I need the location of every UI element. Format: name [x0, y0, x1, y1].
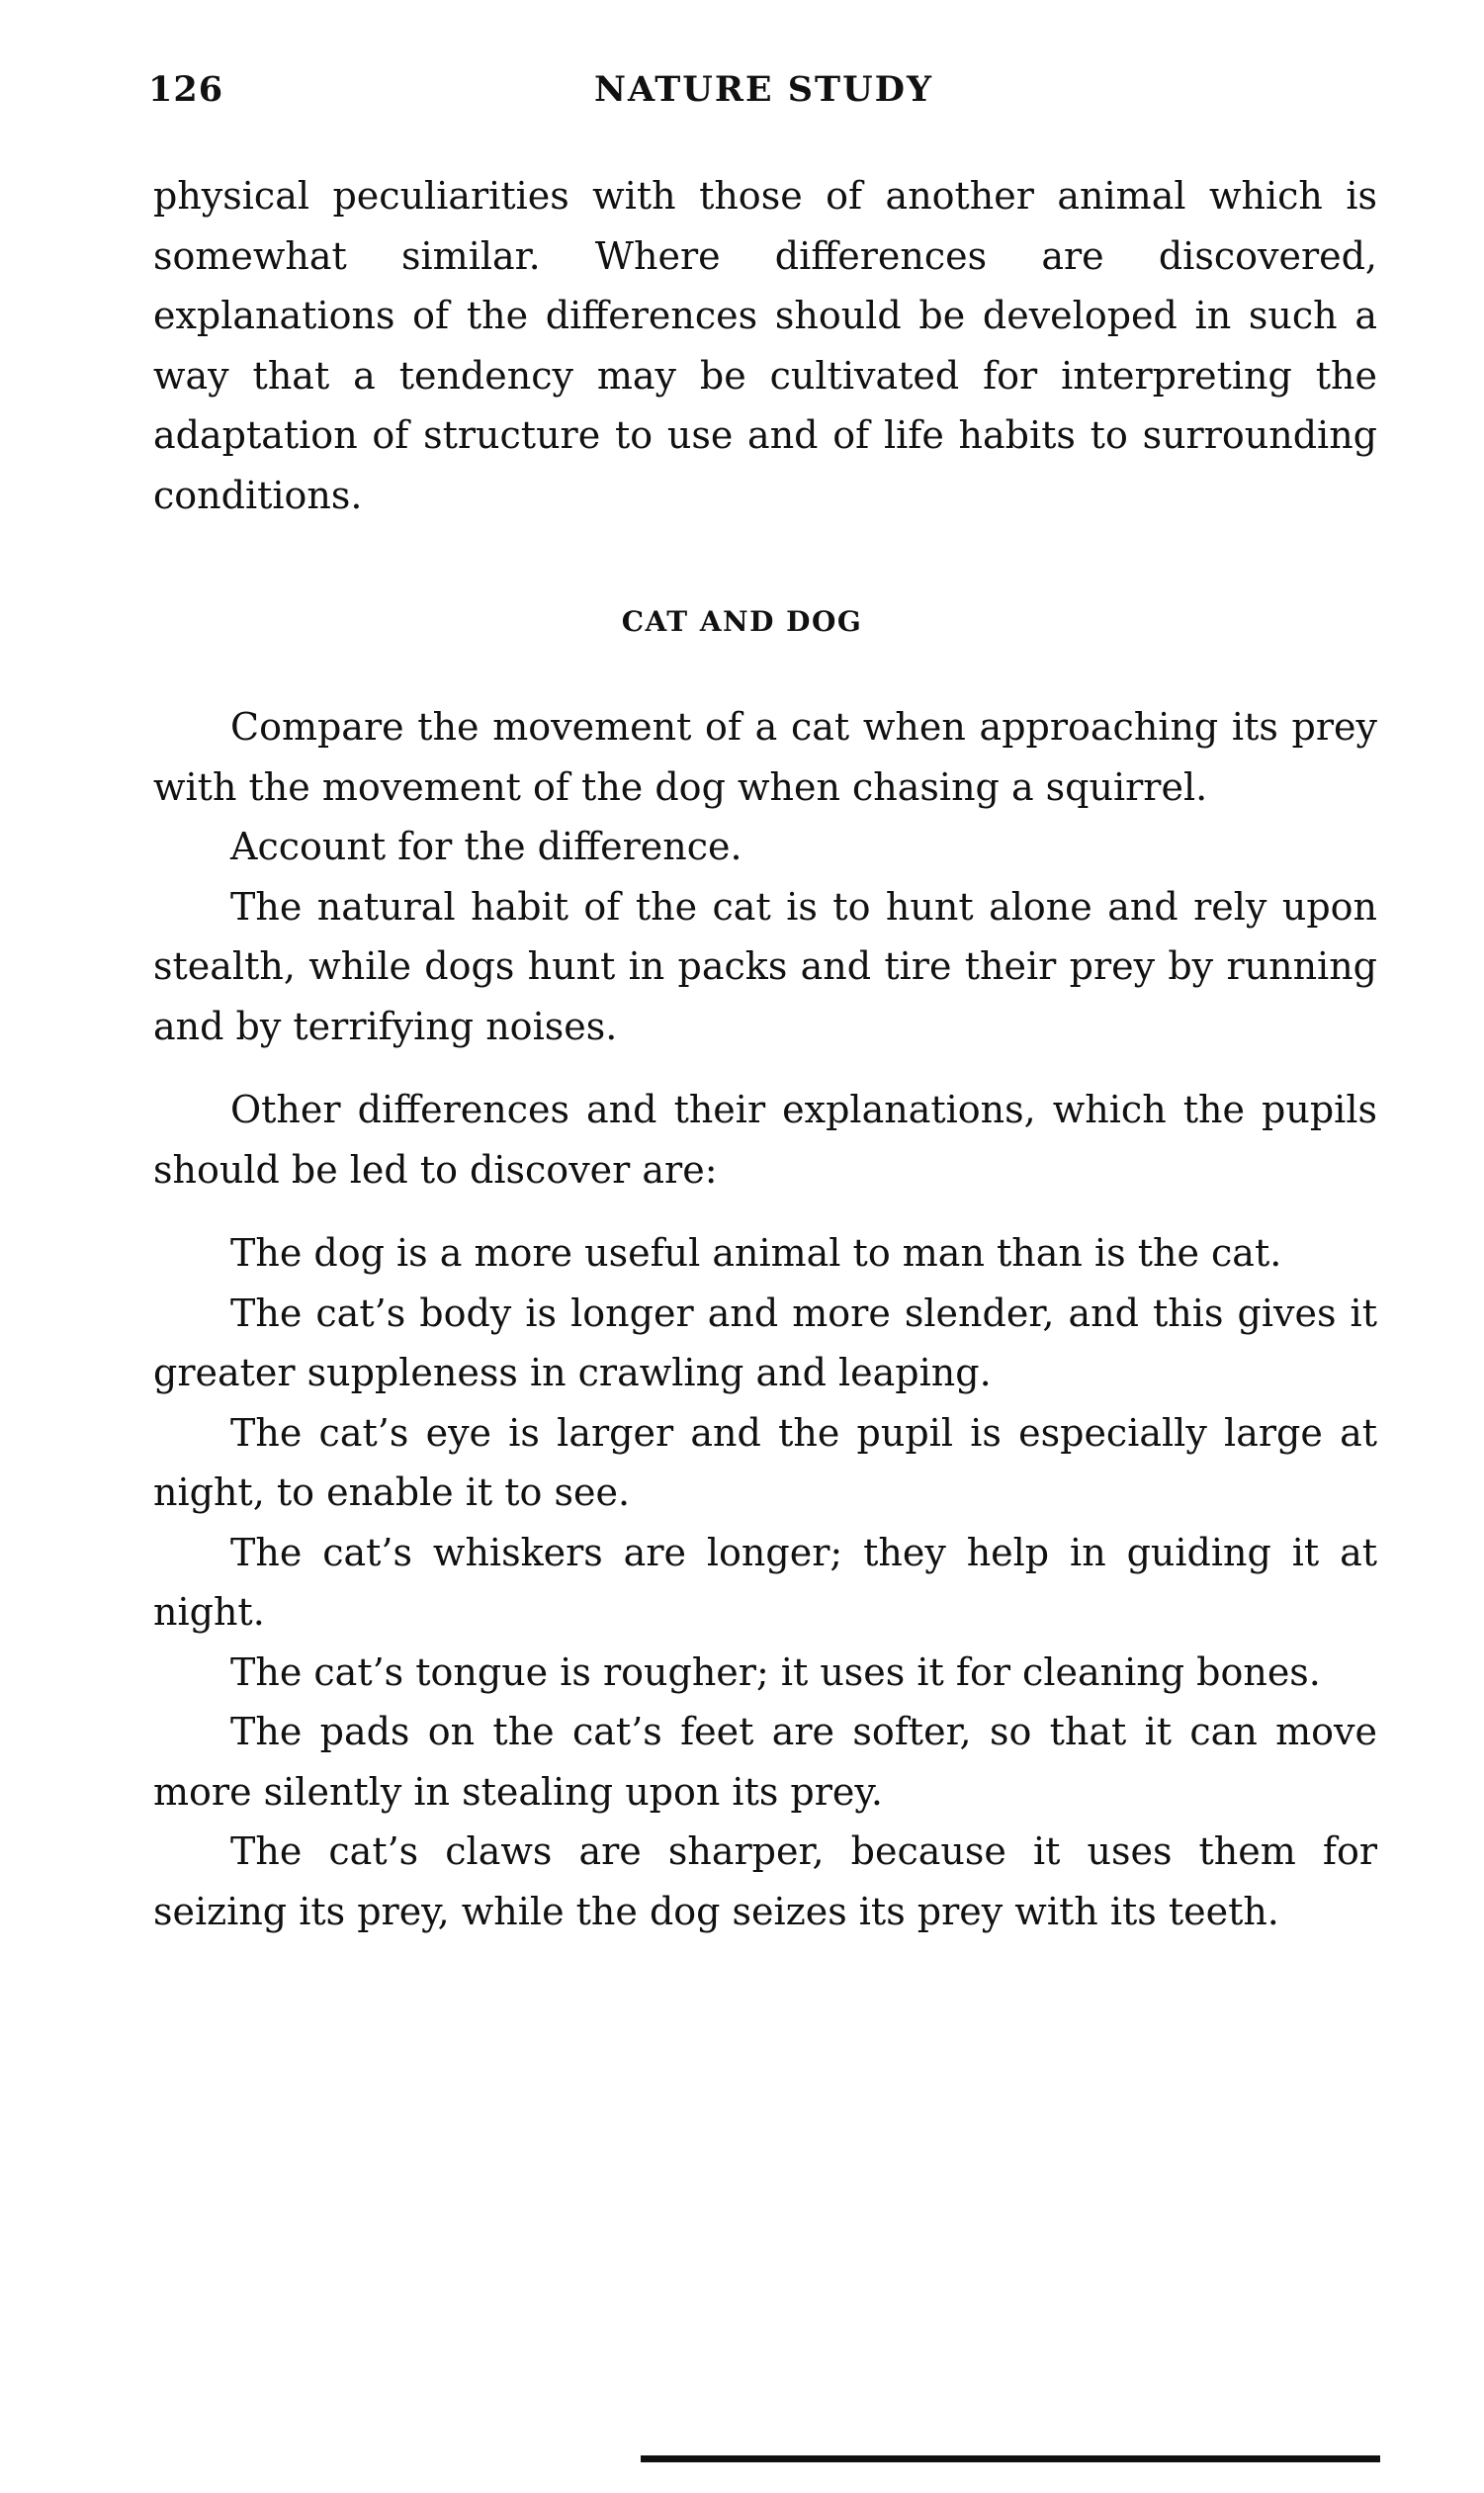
paragraph-dog-useful: The dog is a more useful animal to man than is the cat.	[230, 1231, 1282, 1275]
intro-paragraph: physical peculiarities with those of another animal which is somewhat similar. Where differences are discovered, explanations of the differences should be developed in such a way that a tendency may be cultivated for interpreting the adaptation of structure to use and of life habits to surrounding conditions.	[153, 174, 1377, 517]
paragraph-cat-pads: The pads on the cat’s feet are softer, so that it can move more silently in stealing upon its prey.	[153, 1710, 1377, 1814]
paragraph-account-difference: Account for the difference.	[230, 825, 742, 868]
paragraph-compare-movement: Compare the movement of a cat when approaching its prey with the movement of the dog when chasing a squirrel.	[153, 705, 1377, 809]
section-heading: CAT AND DOG	[621, 605, 863, 638]
paragraph-cat-body: The cat’s body is longer and more slender, and this gives it greater suppleness in crawling and leaping.	[153, 1291, 1377, 1394]
paragraph-cat-whiskers: The cat’s whiskers are longer; they help in guiding it at night.	[153, 1530, 1377, 1634]
paragraph-cat-claws: The cat’s claws are sharper, because it uses them for seizing its prey, while the dog seizes its prey with its teeth.	[153, 1829, 1377, 1933]
paragraph-natural-habit: The natural habit of the cat is to hunt alone and rely upon stealth, while dogs hunt in packs and tire their prey by running and by terrifying noises.	[153, 884, 1377, 1048]
bottom-rule	[641, 2455, 1380, 2462]
paragraph-cat-tongue: The cat’s tongue is rougher; it uses it for cleaning bones.	[230, 1649, 1321, 1694]
section-body	[153, 697, 1377, 1941]
running-title: NATURE STUDY	[594, 69, 933, 110]
page-number: 126	[148, 69, 224, 110]
running-head	[148, 69, 1379, 119]
paragraph-other-differences: Other differences and their explanations, which the pupils should be led to discover are:	[153, 1088, 1377, 1192]
paragraph-cat-eye: The cat’s eye is larger and the pupil is especially large at night, to enable it to see.	[153, 1410, 1377, 1514]
intro-text-block	[153, 166, 1377, 525]
